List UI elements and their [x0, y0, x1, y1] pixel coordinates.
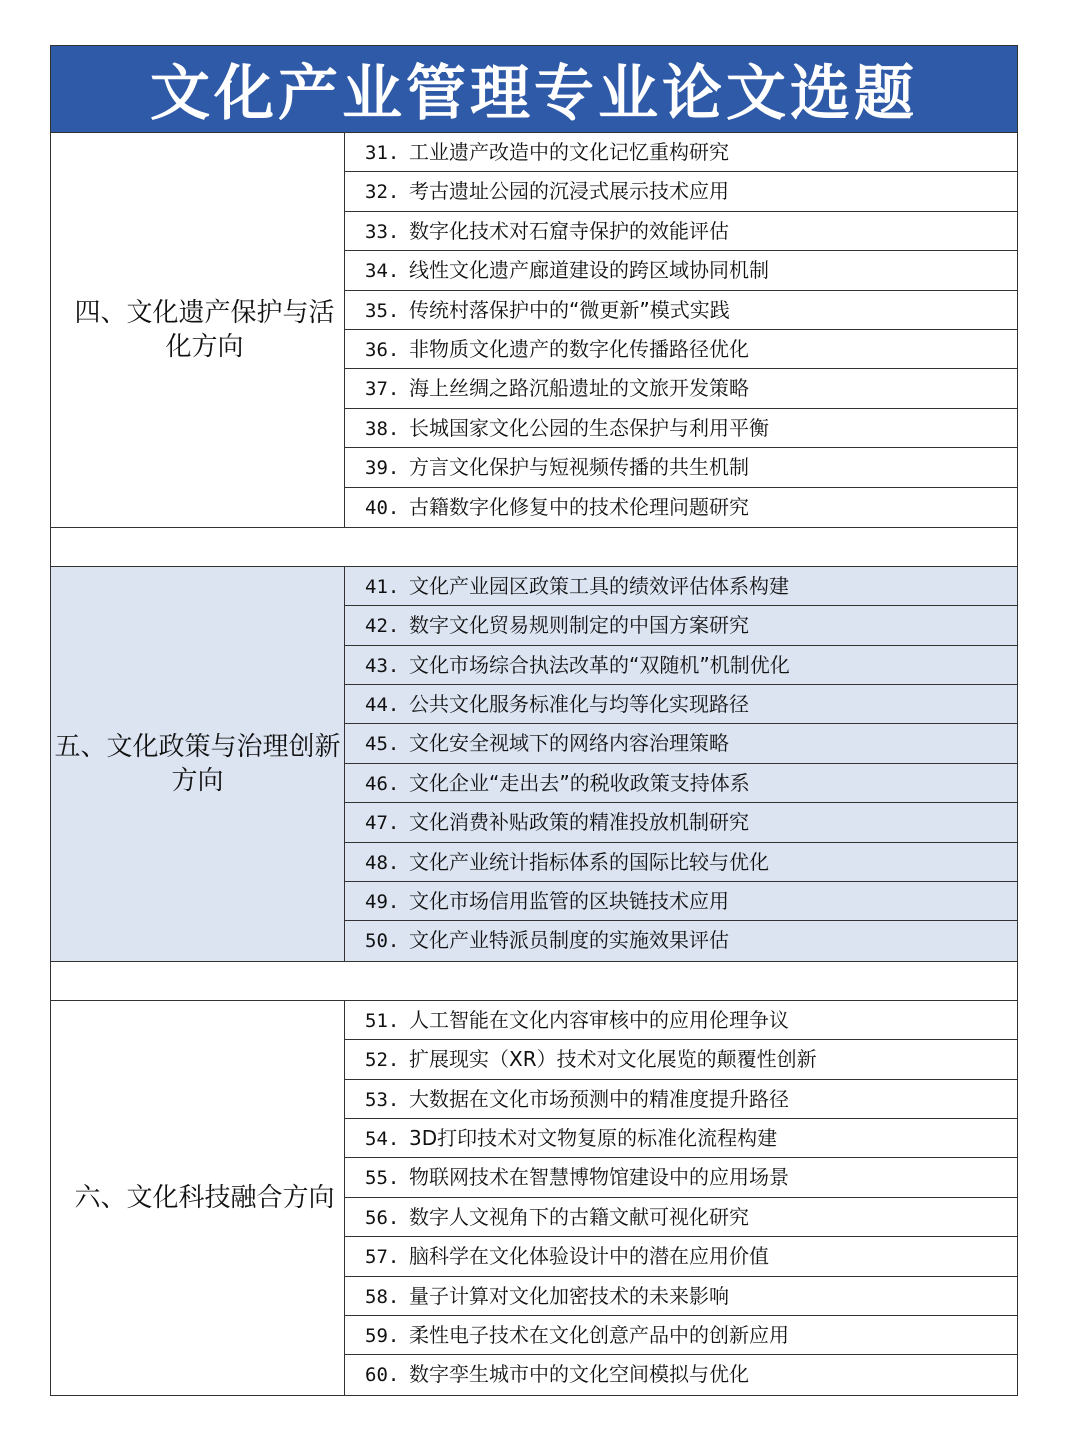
item-text: 公共文化服务标准化与均等化实现路径 [409, 692, 749, 717]
item-number: 58. [365, 1285, 400, 1308]
list-item [345, 685, 1017, 724]
item-number: 42. [365, 615, 400, 638]
topic-list [345, 1001, 1017, 1395]
list-item [345, 1119, 1017, 1158]
item-number: 46. [365, 772, 400, 795]
item-number: 35. [365, 299, 400, 322]
item-number: 39. [365, 457, 400, 480]
item-text: 工业遗产改造中的文化记忆重构研究 [409, 140, 729, 164]
list-item [345, 291, 1017, 330]
item-number: 37. [365, 378, 400, 401]
list-item [345, 843, 1017, 882]
list-item [345, 212, 1017, 251]
item-text: 柔性电子技术在文化创意产品中的创新应用 [409, 1322, 789, 1347]
list-item [345, 330, 1017, 369]
page-title: 文化产业管理专业论文选题 [51, 46, 1017, 133]
section-spacer [51, 962, 1017, 1001]
item-number: 44. [365, 694, 400, 717]
list-item [345, 724, 1017, 763]
list-item [345, 251, 1017, 290]
item-text: 数字孪生城市中的文化空间模拟与优化 [409, 1362, 749, 1387]
item-text: 文化消费补贴政策的精准投放机制研究 [409, 810, 749, 835]
item-text: 人工智能在文化内容审核中的应用伦理争议 [409, 1007, 789, 1032]
item-number: 36. [365, 338, 400, 361]
list-item [345, 448, 1017, 487]
list-item [345, 567, 1017, 606]
item-number: 34. [365, 260, 400, 283]
item-number: 31. [365, 142, 400, 164]
list-item [345, 606, 1017, 645]
section-spacer [51, 528, 1017, 567]
item-text: 线性文化遗产廊道建设的跨区域协同机制 [409, 258, 769, 283]
section-tech [51, 1001, 1017, 1395]
item-number: 56. [365, 1206, 400, 1229]
list-item [345, 1198, 1017, 1237]
list-item [345, 1080, 1017, 1119]
list-item [345, 646, 1017, 685]
item-text: 数字化技术对石窟寺保护的效能评估 [409, 218, 729, 243]
item-text: 文化市场综合执法改革的“双随机”机制优化 [409, 652, 790, 677]
item-text: 古籍数字化修复中的技术伦理问题研究 [409, 494, 749, 519]
item-number: 53. [365, 1088, 400, 1111]
item-number: 54. [365, 1127, 400, 1150]
item-number: 33. [365, 220, 400, 243]
list-item [345, 921, 1017, 960]
item-number: 60. [365, 1364, 400, 1387]
list-item [345, 1277, 1017, 1316]
item-text: 脑科学在文化体验设计中的潜在应用价值 [409, 1244, 769, 1269]
topic-table [50, 45, 1018, 1396]
list-item [345, 1237, 1017, 1276]
list-item [345, 369, 1017, 408]
topic-list [345, 567, 1017, 961]
item-text: 3D打印技术对文物复原的标准化流程构建 [409, 1125, 778, 1150]
item-text: 海上丝绸之路沉船遗址的文旅开发策略 [409, 376, 749, 401]
item-number: 59. [365, 1324, 400, 1347]
item-text: 文化产业园区政策工具的绩效评估体系构建 [409, 573, 789, 598]
item-number: 48. [365, 851, 400, 874]
list-item [345, 172, 1017, 211]
item-number: 51. [365, 1009, 400, 1032]
category-label: 五、文化政策与治理创新方向 [51, 567, 345, 961]
item-text: 数字人文视角下的古籍文献可视化研究 [409, 1204, 749, 1229]
list-item [345, 133, 1017, 172]
item-number: 47. [365, 812, 400, 835]
item-number: 57. [365, 1246, 400, 1269]
list-item [345, 1158, 1017, 1197]
category-label: 六、文化科技融合方向 [51, 1001, 345, 1395]
list-item [345, 409, 1017, 448]
item-number: 49. [365, 891, 400, 914]
item-text: 大数据在文化市场预测中的精准度提升路径 [409, 1086, 789, 1111]
item-text: 文化安全视域下的网络内容治理策略 [409, 731, 729, 756]
list-item [345, 803, 1017, 842]
item-text: 文化市场信用监管的区块链技术应用 [409, 889, 729, 914]
item-number: 43. [365, 654, 400, 677]
list-item [345, 1001, 1017, 1040]
item-number: 50. [365, 930, 400, 953]
item-text: 文化企业“走出去”的税收政策支持体系 [409, 770, 750, 795]
item-text: 方言文化保护与短视频传播的共生机制 [409, 455, 749, 480]
item-text: 扩展现实（XR）技术对文化展览的颠覆性创新 [409, 1047, 817, 1072]
list-item [345, 764, 1017, 803]
list-item [345, 1316, 1017, 1355]
item-number: 38. [365, 417, 400, 440]
list-item [345, 488, 1017, 527]
section-policy [51, 567, 1017, 962]
item-number: 40. [365, 496, 400, 519]
item-number: 55. [365, 1167, 400, 1190]
item-text: 传统村落保护中的“微更新”模式实践 [409, 297, 730, 322]
item-number: 32. [365, 181, 400, 204]
item-text: 考古遗址公园的沉浸式展示技术应用 [409, 179, 729, 204]
item-text: 长城国家文化公园的生态保护与利用平衡 [409, 415, 769, 440]
item-text: 文化产业特派员制度的实施效果评估 [409, 928, 729, 953]
list-item [345, 1040, 1017, 1079]
item-text: 数字文化贸易规则制定的中国方案研究 [409, 613, 749, 638]
item-text: 量子计算对文化加密技术的未来影响 [409, 1283, 729, 1308]
list-item [345, 1355, 1017, 1394]
topic-list [345, 133, 1017, 527]
section-heritage [51, 133, 1017, 528]
item-text: 文化产业统计指标体系的国际比较与优化 [409, 849, 769, 874]
item-text: 非物质文化遗产的数字化传播路径优化 [409, 336, 749, 361]
item-number: 52. [365, 1049, 400, 1072]
item-number: 41. [365, 575, 400, 598]
list-item [345, 882, 1017, 921]
item-text: 物联网技术在智慧博物馆建设中的应用场景 [409, 1165, 789, 1190]
item-number: 45. [365, 733, 400, 756]
category-label: 四、文化遗产保护与活化方向 [51, 133, 345, 527]
